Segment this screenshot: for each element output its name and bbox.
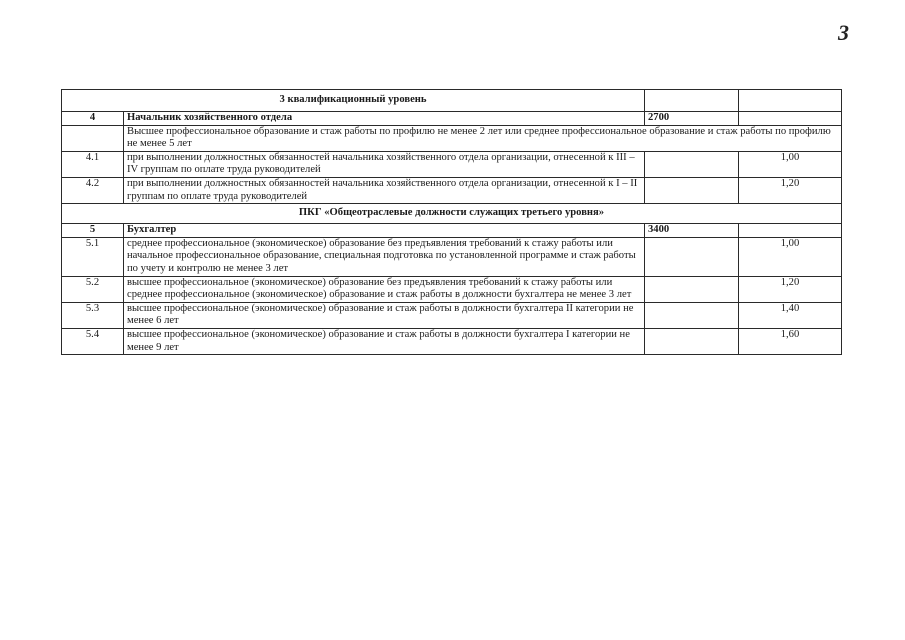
row-number: 4.1 — [62, 151, 124, 177]
row-number: 5.2 — [62, 276, 124, 302]
row-number: 4.2 — [62, 177, 124, 203]
row-description: при выполнении должностных обязанностей начальника хозяйственного отдела организации, отнесенной к III – IV группам по оплате труда руководителей — [124, 151, 645, 177]
row-number: 5.4 — [62, 328, 124, 354]
table-row — [62, 328, 842, 354]
row-description: при выполнении должностных обязанностей начальника хозяйственного отдела организации, отнесенной к I – II группам по оплате труда руководителей — [124, 177, 645, 203]
requirement-row — [62, 125, 842, 151]
position-salary: 2700 — [645, 112, 739, 126]
position-number: 4 — [62, 112, 124, 126]
position-row — [62, 112, 842, 126]
position-salary: 3400 — [645, 224, 739, 238]
position-name: Бухгалтер — [124, 224, 645, 238]
table-row — [62, 177, 842, 203]
page-number: 3 — [838, 20, 849, 45]
row-coefficient: 1,40 — [739, 302, 842, 328]
section-title: 3 квалификационный уровень — [62, 90, 645, 112]
row-description: высшее профессиональное (экономическое) образование и стаж работы в должности бухгалтера II категории не менее 6 лет — [124, 302, 645, 328]
row-coefficient: 1,00 — [739, 237, 842, 276]
row-coefficient: 1,60 — [739, 328, 842, 354]
position-number: 5 — [62, 224, 124, 238]
section-header-row — [62, 204, 842, 224]
row-description: высшее профессиональное (экономическое) образование и стаж работы в должности бухгалтера I категории не менее 9 лет — [124, 328, 645, 354]
table-row — [62, 237, 842, 276]
table-row — [62, 302, 842, 328]
salary-table — [61, 89, 842, 355]
position-name: Начальник хозяйственного отдела — [124, 112, 645, 126]
row-coefficient: 1,00 — [739, 151, 842, 177]
section-header-row — [62, 90, 842, 112]
row-coefficient: 1,20 — [739, 177, 842, 203]
section-title: ПКГ «Общеотраслевые должности служащих третьего уровня» — [62, 204, 842, 224]
table-row — [62, 276, 842, 302]
row-description: высшее профессиональное (экономическое) образование без предъявления требований к стажу работы или среднее профессиональное (экономическое) образование и стаж работы в должности бухгалтера не менее 3 лет — [124, 276, 645, 302]
table-row — [62, 151, 842, 177]
row-number: 5.3 — [62, 302, 124, 328]
row-description: среднее профессиональное (экономическое) образование без предъявления требований к стажу работы или начальное профессиональное образование, специальная подготовка по установленной программе и стаж работы по учету и контролю не менее 3 лет — [124, 237, 645, 276]
position-row — [62, 224, 842, 238]
row-coefficient: 1,20 — [739, 276, 842, 302]
row-number: 5.1 — [62, 237, 124, 276]
requirement-text: Высшее профессиональное образование и стаж работы по профилю не менее 2 лет или среднее профессиональное образование и стаж работы по профилю не менее 5 лет — [124, 125, 842, 151]
